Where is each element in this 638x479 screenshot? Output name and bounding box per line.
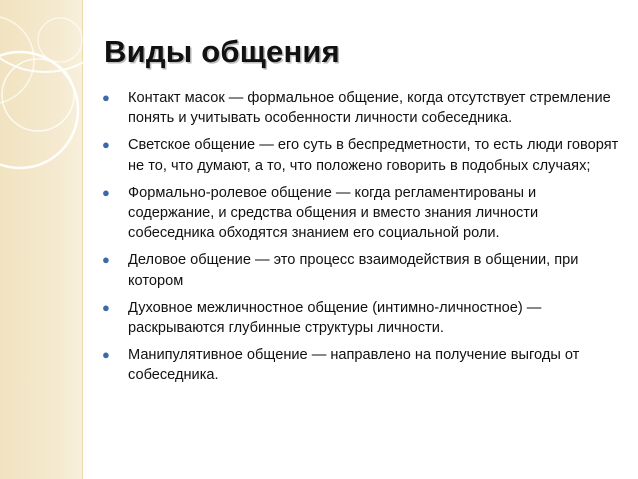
list-item-text: Светское общение — его суть в беспредметности, то есть люди говорят не то, что думают, а то, что положено говорить в подобных случаях; [128,137,619,174]
slide-title: Виды общения [104,34,340,69]
filled-circle-bullet-icon: ● [102,347,110,363]
list-item-text: Контакт масок — формальное общение, когда отсутствует стремление понять и учитывать особенности личности собеседника. [128,90,611,127]
list-item [100,88,620,128]
list-item [100,183,620,244]
list-item [100,135,620,175]
list-item [100,250,620,290]
list-item [100,345,620,385]
filled-circle-bullet-icon: ● [102,137,110,153]
list-item-text: Манипулятивное общение — направлено на получение выгоды от собеседника. [128,347,580,384]
list-item-text: Формально-ролевое общение — когда регламентированы и содержание, и средства общения и вместо знания личности собеседника обходятся знанием его социальной роли. [128,184,539,242]
list-item [100,298,620,338]
filled-circle-bullet-icon: ● [102,184,110,200]
decorative-side-band [0,0,83,479]
filled-circle-bullet-icon: ● [102,252,110,268]
filled-circle-bullet-icon: ● [102,299,110,315]
filled-circle-bullet-icon: ● [102,90,110,105]
list-item-text: Духовное межличностное общение (интимно-личностное) — раскрываются глубинные структуры личности. [128,299,542,337]
bullet-list [100,88,620,393]
list-item-text: Деловое общение — это процесс взаимодействия в общении, при котором [128,252,579,289]
